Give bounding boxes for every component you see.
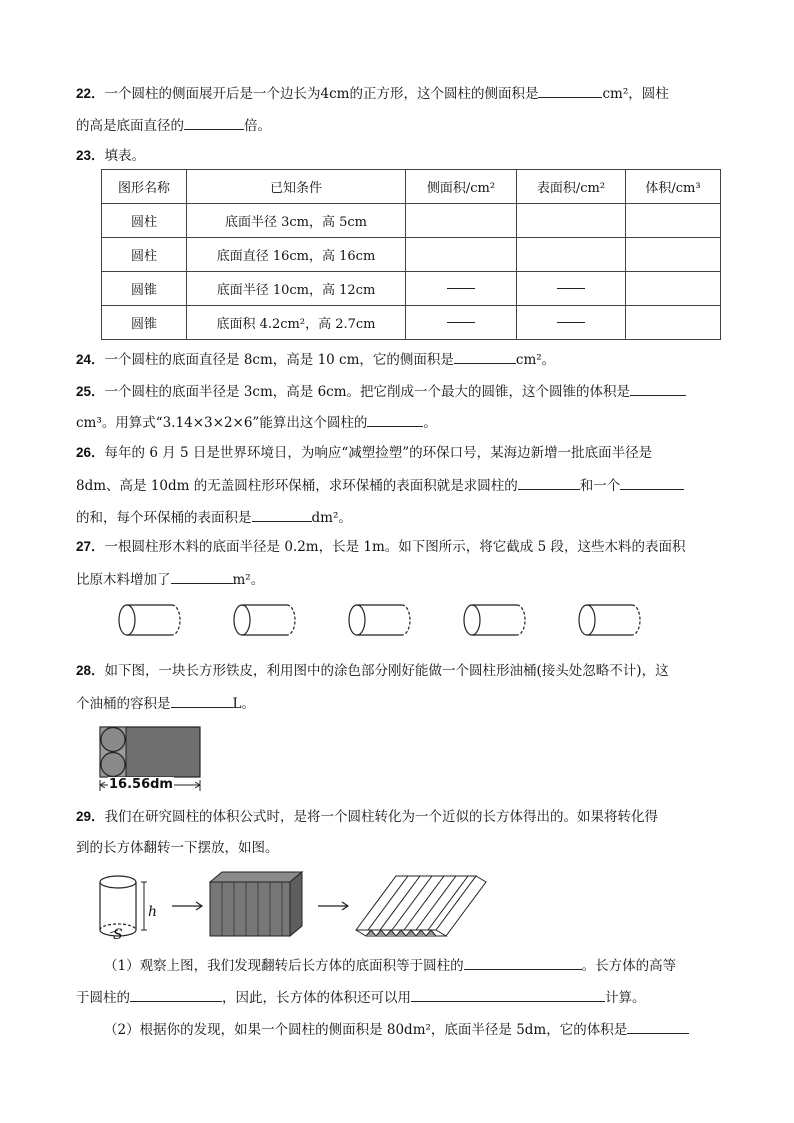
q22-line2 <box>76 115 271 135</box>
table-row <box>102 204 721 238</box>
q22-blank1[interactable] <box>538 83 602 98</box>
q22-number: 22． <box>76 86 105 101</box>
q29-blank1[interactable] <box>464 955 582 970</box>
cell-answer[interactable] <box>406 204 517 238</box>
q29-number: 29． <box>76 809 105 824</box>
circle-bottom <box>101 753 125 777</box>
q29-p1-text3: 于圆柱的 <box>76 990 130 1006</box>
q26-text2: 8dm、高是 10dm 的无盖圆柱形环保桶，求环保桶的表面积就是求圆柱的 <box>76 478 518 494</box>
log-piece <box>579 605 640 635</box>
q29-p1-text1: （1）观察上图，我们发现翻转后长方体的底面积等于圆柱的 <box>104 958 464 974</box>
q29-p1-text5: 计算。 <box>605 990 646 1006</box>
q28-line1 <box>76 662 669 680</box>
q26-blank3[interactable] <box>252 507 312 522</box>
log-piece <box>234 605 295 635</box>
cell-shape: 圆锥 <box>102 272 187 306</box>
q26-text1: 每年的 6 月 5 日是世界环境日，为响应“减塑捡塑”的环保口号，某海边新增一批底面半径是 <box>104 445 653 461</box>
q26-line1 <box>76 444 652 462</box>
table-row <box>102 238 721 272</box>
q29-part1-line2 <box>76 987 646 1007</box>
q26-blank1[interactable] <box>518 475 580 490</box>
cell-condition: 底面积 4.2cm²，高 2.7cm <box>187 306 406 340</box>
q29-p1-text2: 。长方体的高等 <box>581 958 677 974</box>
q26-text3: 和一个 <box>579 478 621 494</box>
th-condition: 已知条件 <box>187 170 406 204</box>
q26-line2 <box>76 475 684 495</box>
table-row <box>102 306 721 340</box>
q24-text1: 一个圆柱的底面直径是 8cm，高是 10 cm，它的侧面积是 <box>104 352 454 368</box>
cell-na <box>517 272 626 306</box>
circle-top <box>101 728 125 752</box>
q23-text: 填表。 <box>104 148 146 164</box>
q29-p2-text: （2）根据你的发现，如果一个圆柱的侧面积是 80dm²，底面半径是 5dm，它的体积是 <box>104 1022 628 1038</box>
q26-text5: dm²。 <box>311 510 352 526</box>
dash-mark <box>447 288 475 289</box>
q26-blank2[interactable] <box>620 475 684 490</box>
dash-mark <box>447 322 475 323</box>
q27-text3: m²。 <box>232 572 265 588</box>
q25-text2: cm³。用算式“3.14×3×2×6”能算出这个圆柱的 <box>76 415 368 431</box>
q27-line2 <box>76 569 264 589</box>
q27-blank[interactable] <box>171 569 233 584</box>
q29-text2: 到的长方体翻转一下摆放，如图。 <box>76 840 279 856</box>
q25-line2 <box>76 412 437 432</box>
q25-text3: 。 <box>423 415 437 431</box>
q22-text1: 一个圆柱的侧面展开后是一个边长为4cm的正方形，这个圆柱的侧面积是 <box>104 86 539 102</box>
q26-line3 <box>76 507 352 527</box>
cell-answer[interactable] <box>626 306 721 340</box>
q22-text4: 倍。 <box>244 118 271 134</box>
cell-answer[interactable] <box>626 272 721 306</box>
cylinder-transform-figure <box>96 870 616 944</box>
cut-log-figure <box>110 600 660 640</box>
cell-answer[interactable] <box>517 238 626 272</box>
table-row <box>102 272 721 306</box>
base-label: S <box>113 927 123 943</box>
q24-number: 24． <box>76 352 105 367</box>
q23-number: 23． <box>76 148 105 163</box>
cell-na <box>406 306 517 340</box>
q27-text2: 比原木料增加了 <box>76 572 171 588</box>
th-shape: 图形名称 <box>102 170 187 204</box>
q24-line <box>76 349 555 369</box>
q29-blank3[interactable] <box>411 987 605 1002</box>
cell-na <box>406 272 517 306</box>
cell-condition: 底面半径 3cm，高 5cm <box>187 204 406 238</box>
q22-text2: cm²，圆柱 <box>602 86 669 102</box>
q25-blank2[interactable] <box>367 412 423 427</box>
q29-text1: 我们在研究圆柱的体积公式时，是将一个圆柱转化为一个近似的长方体得出的。如果将转化得 <box>104 809 659 825</box>
q28-text2: 个油桶的容积是 <box>76 696 171 712</box>
cell-shape: 圆柱 <box>102 204 187 238</box>
dimension-label: 16.56dm <box>109 777 173 792</box>
dash-mark <box>557 288 585 289</box>
height-label: h <box>148 904 158 920</box>
th-surface: 表面积/cm² <box>517 170 626 204</box>
log-piece <box>464 605 525 635</box>
q28-number: 28． <box>76 663 105 678</box>
cuboid-shape <box>210 872 302 936</box>
cell-shape: 圆锥 <box>102 306 187 340</box>
flipped-cuboid-shape <box>356 876 486 936</box>
q29-line1 <box>76 808 658 826</box>
q29-blank2[interactable] <box>130 987 222 1002</box>
log-piece <box>349 605 410 635</box>
q29-part2-line <box>104 1019 689 1039</box>
cell-answer[interactable] <box>626 204 721 238</box>
cell-na <box>517 306 626 340</box>
q22-blank2[interactable] <box>184 115 244 130</box>
q23-line <box>76 147 145 165</box>
cell-condition: 底面直径 16cm，高 16cm <box>187 238 406 272</box>
q24-blank[interactable] <box>454 349 516 364</box>
q28-text3: L。 <box>232 696 255 712</box>
q22-text3: 的高是底面直径的 <box>76 118 184 134</box>
dash-mark <box>557 322 585 323</box>
q25-text1: 一个圆柱的底面半径是 3cm，高是 6cm。把它削成一个最大的圆锥，这个圆锥的体积是 <box>104 384 631 400</box>
q28-line2 <box>76 693 255 713</box>
fill-table <box>101 169 721 340</box>
log-piece <box>119 605 180 635</box>
q27-number: 27． <box>76 539 105 554</box>
q29-p1-text4: ，因此，长方体的体积还可以用 <box>222 990 411 1006</box>
th-lateral: 侧面积/cm² <box>406 170 517 204</box>
q28-text1: 如下图，一块长方形铁皮，利用图中的涂色部分刚好能做一个圆柱形油桶(接头处忽略不计)，这 <box>104 663 669 679</box>
q22-line1 <box>76 83 669 103</box>
q24-text2: cm²。 <box>515 352 556 368</box>
table-header-row <box>102 170 721 204</box>
q25-number: 25． <box>76 384 105 399</box>
th-volume: 体积/cm³ <box>626 170 721 204</box>
q25-line1 <box>76 381 686 401</box>
q28-blank[interactable] <box>171 693 233 708</box>
arrow-right-icon <box>318 902 348 910</box>
cylinder-shape <box>100 876 147 936</box>
q26-number: 26． <box>76 445 105 460</box>
cell-condition: 底面半径 10cm，高 12cm <box>187 272 406 306</box>
q25-blank1[interactable] <box>630 381 686 396</box>
q29-blank4[interactable] <box>627 1019 689 1034</box>
q27-line1 <box>76 538 685 556</box>
cell-answer[interactable] <box>517 204 626 238</box>
cell-shape: 圆柱 <box>102 238 187 272</box>
cell-answer[interactable] <box>406 238 517 272</box>
q29-line2 <box>76 839 279 857</box>
q26-text4: 的和，每个环保桶的表面积是 <box>76 510 252 526</box>
arrow-right-icon <box>172 902 202 910</box>
q29-part1-line1 <box>104 955 676 975</box>
q27-text1: 一根圆柱形木料的底面半径是 0.2m，长是 1m。如下图所示，将它截成 5 段，这些木料的表面积 <box>104 539 686 555</box>
cell-answer[interactable] <box>626 238 721 272</box>
